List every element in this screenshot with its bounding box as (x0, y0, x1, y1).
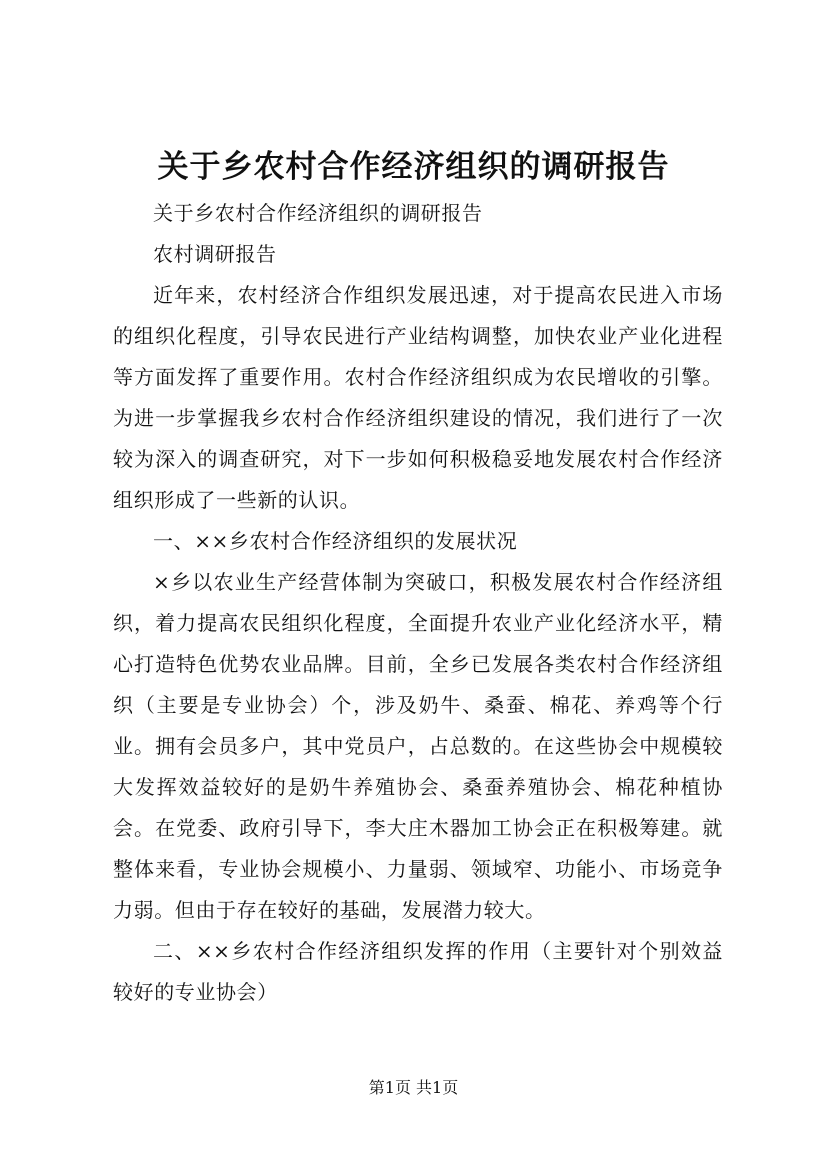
document-body (113, 193, 723, 1013)
section-heading-1: 一、××乡农村合作经济组织的发展状况 (153, 529, 518, 553)
section-heading-2: 二、××乡农村合作经济组织发挥的作用（主要针对个别效益较好的专业协会） (113, 939, 723, 1004)
paragraph-section-1: ×乡以农业生产经营体制为突破口，积极发展农村合作经济组织，着力提高农民组织化程度，全面提升农业产业化经济水平，精心打造特色优势农业品牌。目前，全乡已发展各类农村合作经济组织（主要是专业协会）个，涉及奶牛、桑蚕、棉花、养鸡等个行业。拥有会员多户，其中党员户，占总数的。在这些协会中规模较大发挥效益较好的是奶牛养殖协会、桑蚕养殖协会、棉花种植协会。在党委、政府引导下，李大庄木器加工协会正在积极筹建。就整体来看，专业协会规模小、力量弱、领域窄、功能小、市场竞争力弱。但由于存在较好的基础，发展潜力较大。 (113, 570, 723, 922)
paragraph-subtitle: 关于乡农村合作经济组织的调研报告 (153, 201, 483, 225)
paragraph-category: 农村调研报告 (153, 242, 277, 266)
document-title: 关于乡农村合作经济组织的调研报告 (157, 149, 670, 185)
paragraph-intro: 近年来，农村经济合作组织发展迅速，对于提高农民进入市场的组织化程度，引导农民进行产业结构调整，加快农业产业化进程等方面发挥了重要作用。农村合作经济组织成为农民增收的引擎。为进一步掌握我乡农村合作经济组织建设的情况，我们进行了一次较为深入的调查研究，对下一步如何积极稳妥地发展农村合作经济组织形成了一些新的认识。 (113, 283, 723, 512)
page-number-footer: 第1页 共1页 (368, 1078, 459, 1097)
